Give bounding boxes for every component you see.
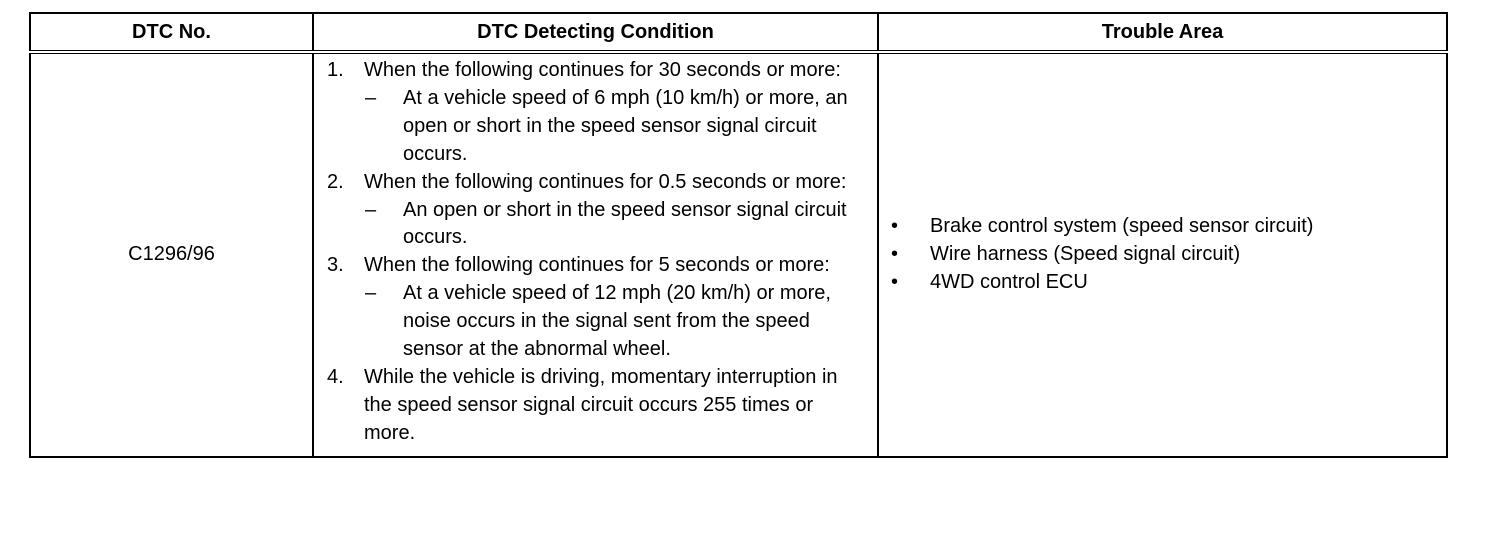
dtc-code: C1296/96 <box>30 52 313 457</box>
trouble-area-item <box>879 241 1446 269</box>
condition-text: When the following continues for 0.5 seconds or more: <box>364 170 847 193</box>
condition-text: While the vehicle is driving, momentary interruption in the speed sensor signal circuit occurs 255 times or more. <box>364 365 838 444</box>
sub-condition-item <box>364 280 869 364</box>
header-detecting-condition: DTC Detecting Condition <box>313 13 878 52</box>
condition-number: 4. <box>327 365 344 388</box>
condition-item-2 <box>314 169 877 253</box>
sub-condition-item <box>364 85 869 169</box>
table-row <box>30 52 1447 457</box>
bullet-icon: • <box>891 242 899 265</box>
sub-condition-text: An open or short in the speed sensor signal circuit occurs. <box>403 198 847 249</box>
sub-condition-item <box>364 197 869 253</box>
condition-number: 2. <box>327 170 344 193</box>
header-trouble-area: Trouble Area <box>878 13 1447 52</box>
sub-condition-list <box>364 85 869 169</box>
condition-number: 1. <box>327 59 344 81</box>
trouble-area-item <box>879 213 1446 241</box>
condition-list <box>314 57 877 448</box>
trouble-area-item <box>879 269 1446 297</box>
trouble-area-list <box>879 213 1446 297</box>
sub-condition-list <box>364 197 869 253</box>
condition-item-3 <box>314 252 877 364</box>
table-header-row <box>30 13 1447 52</box>
detecting-condition-cell <box>313 52 878 457</box>
trouble-area-text: Brake control system (speed sensor circuit) <box>930 214 1314 237</box>
trouble-area-text: 4WD control ECU <box>930 270 1088 293</box>
bullet-icon: • <box>891 270 899 293</box>
trouble-area-text: Wire harness (Speed signal circuit) <box>930 242 1241 265</box>
condition-text: When the following continues for 5 seconds or more: <box>364 254 830 277</box>
dash-marker: – <box>365 198 377 221</box>
dtc-table <box>29 12 1448 458</box>
condition-item-1 <box>314 57 877 169</box>
sub-condition-text: At a vehicle speed of 12 mph (20 km/h) or more, noise occurs in the signal sent from the speed sensor at the abnormal wheel. <box>403 282 831 361</box>
header-dtc-no: DTC No. <box>30 13 313 52</box>
trouble-area-cell <box>878 52 1447 457</box>
sub-condition-text: At a vehicle speed of 6 mph (10 km/h) or more, an open or short in the speed sensor signal circuit occurs. <box>403 86 848 165</box>
dash-marker: – <box>365 282 377 305</box>
bullet-icon: • <box>891 214 899 237</box>
sub-condition-list <box>364 280 869 364</box>
condition-item-4 <box>314 364 877 448</box>
dash-marker: – <box>365 86 377 109</box>
condition-text: When the following continues for 30 seconds or more: <box>364 59 841 81</box>
condition-number: 3. <box>327 254 344 277</box>
